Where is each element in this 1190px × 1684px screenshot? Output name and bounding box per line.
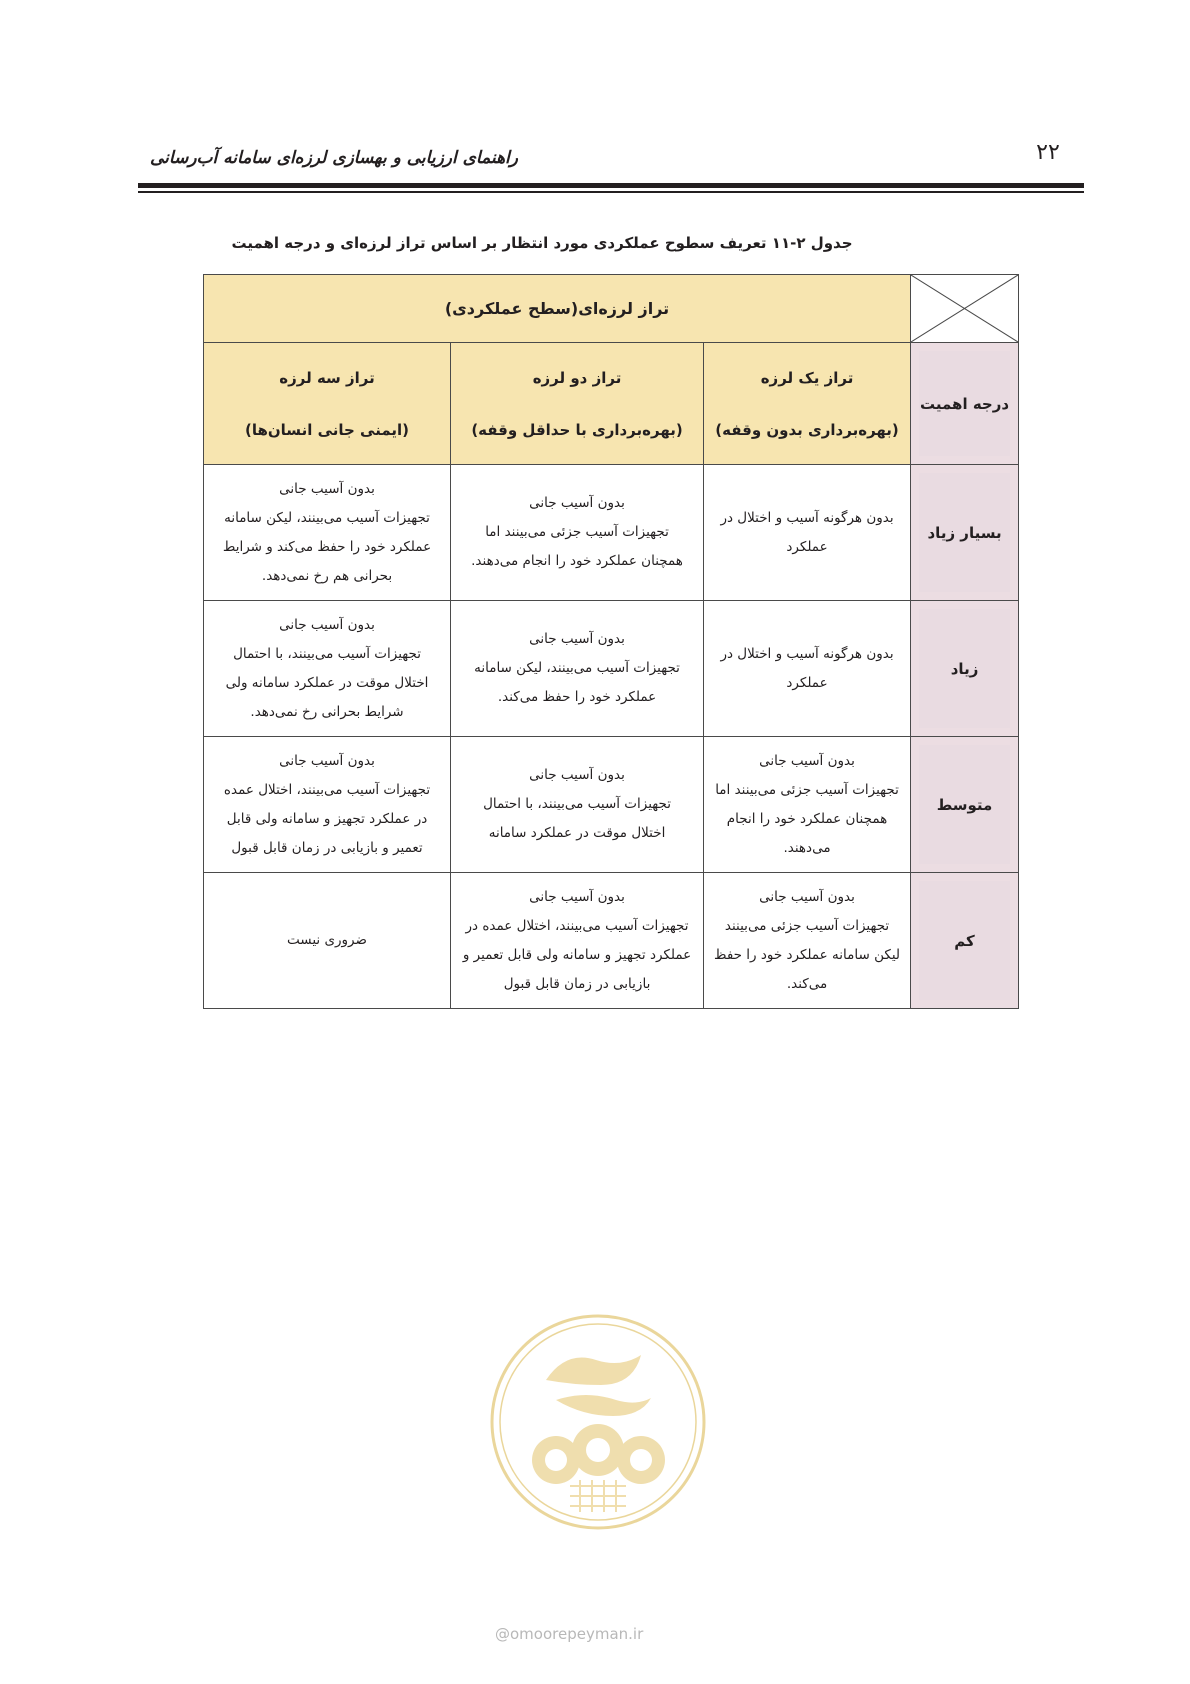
importance-header xyxy=(911,343,1019,465)
table-cell xyxy=(451,465,704,601)
importance-cell xyxy=(911,737,1019,873)
table-cell xyxy=(704,737,911,873)
cell-line: تجهیزات آسیب می‌بینند، لیکن سامانه xyxy=(224,509,430,526)
table-cell xyxy=(704,873,911,1009)
cell-line: عملکرد xyxy=(786,674,828,691)
cell-line: تجهیزات آسیب می‌بینند، اختلال عمده xyxy=(223,781,431,798)
cell-line: بدون هرگونه آسیب و اختلال در xyxy=(720,509,894,526)
table-cell xyxy=(704,465,911,601)
cell-line: همچنان عملکرد خود را انجام xyxy=(726,810,888,827)
cell-line: بازیابی در زمان قابل قبول xyxy=(503,975,651,992)
cell-line: تجهیزات آسیب می‌بینند، با احتمال xyxy=(483,796,671,812)
cell-line: می‌دهند. xyxy=(783,839,831,856)
cell-line: بدون آسیب جانی xyxy=(759,752,855,769)
importance-cell xyxy=(911,873,1019,1009)
cell-line: تجهیزات آسیب می‌بینند، لیکن سامانه xyxy=(474,660,680,676)
cell-line: اختلال موقت در عملکرد سامانه xyxy=(488,825,666,841)
cell-line: ضروری نیست xyxy=(287,932,367,948)
cell-line: تعمیر و بازیابی در زمان قابل قبول xyxy=(231,839,423,856)
level-subtitle: (ایمنی جانی انسان‌ها) xyxy=(244,420,410,439)
cell-line: اختلال موقت در عملکرد سامانه ولی xyxy=(225,674,429,691)
cell-line: تجهیزات آسیب می‌بینند، با احتمال xyxy=(233,645,421,662)
importance-label: متوسط xyxy=(919,745,1010,864)
cell-line: تجهیزات آسیب جزئی می‌بینند اما xyxy=(715,781,899,798)
table-cell xyxy=(204,601,451,737)
header-rule-thick xyxy=(138,183,1084,188)
importance-cell xyxy=(911,465,1019,601)
cell-line: بحرانی هم رخ نمی‌دهد. xyxy=(261,567,393,584)
table-cell xyxy=(451,601,704,737)
cell-line: بدون هرگونه آسیب و اختلال در xyxy=(720,645,894,662)
cell-line: تجهیزات آسیب جزئی می‌بینند اما xyxy=(485,524,669,540)
cell-line: بدون آسیب جانی xyxy=(279,616,375,633)
cell-line: در عملکرد تجهیز و سامانه ولی قابل xyxy=(226,810,428,827)
table-row xyxy=(204,601,1019,737)
level-subtitle: (بهره‌برداری بدون وقفه) xyxy=(715,420,899,439)
cell-line: بدون آسیب جانی xyxy=(279,752,375,769)
table-cell xyxy=(704,601,911,737)
table-cell xyxy=(451,873,704,1009)
importance-label: کم xyxy=(919,881,1010,1000)
level-2-header xyxy=(451,343,704,465)
cell-line: عملکرد خود را حفظ می‌کند. xyxy=(497,689,657,705)
page-number: ۲۲ xyxy=(1036,140,1060,165)
cell-line: تجهیزات آسیب جزئی می‌بینند xyxy=(724,917,890,934)
cell-line: تجهیزات آسیب می‌بینند، اختلال عمده در xyxy=(465,917,689,934)
header-rule-thin xyxy=(138,191,1084,193)
table-corner-cell xyxy=(911,275,1019,343)
level-3-header xyxy=(204,343,451,465)
cell-line: شرایط بحرانی رخ نمی‌دهد. xyxy=(250,703,404,720)
table-cell xyxy=(204,737,451,873)
running-title: راهنمای ارزیابی و بهسازی لرزه‌ای سامانه آب‌رسانی xyxy=(150,148,518,168)
seal-watermark-icon xyxy=(486,1310,710,1534)
cell-line: می‌کند. xyxy=(786,975,828,992)
cell-line: عملکرد تجهیز و سامانه ولی قابل تعمیر و xyxy=(462,946,692,963)
table-cell xyxy=(451,737,704,873)
cell-line: بدون آسیب جانی xyxy=(529,495,625,511)
table-cell xyxy=(204,465,451,601)
cell-line: بدون آسیب جانی xyxy=(529,767,625,783)
level-title: تراز سه لرزه xyxy=(279,368,375,387)
cell-line: عملکرد خود را حفظ می‌کند و شرایط xyxy=(222,538,432,555)
cell-line: بدون آسیب جانی xyxy=(529,888,625,905)
cell-line: بدون آسیب جانی xyxy=(529,631,625,647)
level-subtitle: (بهره‌برداری با حداقل وقفه) xyxy=(471,420,683,439)
importance-header-label: درجه اهمیت xyxy=(919,351,1010,456)
table-row xyxy=(204,465,1019,601)
cell-line: عملکرد xyxy=(786,538,828,555)
table-cell xyxy=(204,873,451,1009)
importance-cell xyxy=(911,601,1019,737)
diagonal-cross-icon xyxy=(911,275,1018,342)
importance-label: زیاد xyxy=(919,609,1010,728)
level-title: تراز یک لرزه xyxy=(760,368,854,387)
cell-line: بدون آسیب جانی xyxy=(759,888,855,905)
level-title: تراز دو لرزه xyxy=(532,368,622,387)
level-group-header: تراز لرزه‌ای(سطح عملکردی) xyxy=(204,275,911,343)
table-row xyxy=(204,873,1019,1009)
cell-line: بدون آسیب جانی xyxy=(279,480,375,497)
cell-line: همچنان عملکرد خود را انجام می‌دهند. xyxy=(471,553,683,569)
performance-levels-table xyxy=(203,274,1019,1009)
table-row xyxy=(204,737,1019,873)
cell-line: لیکن سامانه عملکرد خود را حفظ xyxy=(714,946,901,963)
table-caption: جدول ۲-۱۱ تعریف سطوح عملکردی مورد انتظار بر اساس تراز لرزه‌ای و درجه اهمیت xyxy=(231,234,853,252)
level-1-header xyxy=(704,343,911,465)
importance-label: بسیار زیاد xyxy=(919,473,1010,592)
watermark-site-url: @omoorepeyman.ir xyxy=(495,1625,644,1643)
